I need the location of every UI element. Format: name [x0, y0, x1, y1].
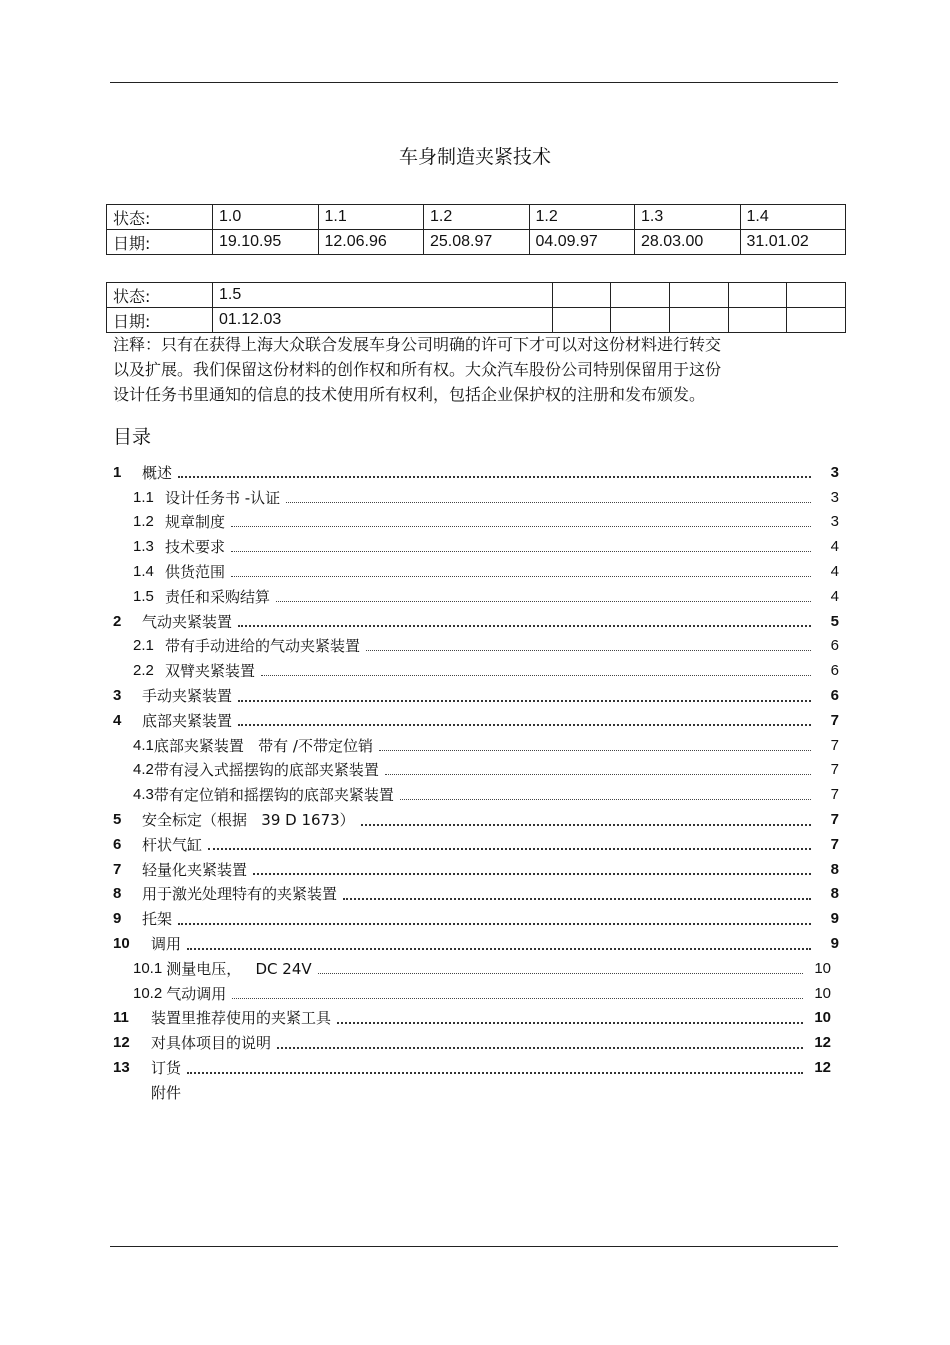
toc-entry-label: 安全标定（根据 39 D 1673） [142, 811, 355, 830]
toc-leader-dots [337, 1012, 803, 1024]
toc-entry-page: 7 [830, 835, 839, 853]
toc-heading: 目录 [113, 426, 152, 448]
toc-entry-label: 双臂夹紧装置 [165, 662, 256, 681]
toc-attachment: 附件 [151, 1084, 182, 1102]
toc-entry[interactable] [113, 981, 843, 1006]
row-label: 状态: [107, 283, 213, 308]
toc-entry-number: 12 [113, 1034, 130, 1052]
toc-entry-label: 装置里推荐使用的夹紧工具 [151, 1009, 332, 1028]
toc-leader-dots [253, 863, 811, 875]
toc-leader-dots [208, 838, 811, 850]
toc-entry[interactable] [113, 658, 843, 683]
table-cell [728, 283, 787, 308]
table-cell: 19.10.95 [213, 230, 319, 255]
toc-entry[interactable] [113, 708, 843, 733]
toc-entry-page: 7 [830, 711, 839, 729]
toc-entry-label: 气动夹紧装置 [142, 612, 233, 631]
toc-leader-dots [286, 492, 811, 503]
table-cell: 1.3 [635, 205, 741, 230]
table-cell [670, 308, 729, 333]
toc-entry-number: 1.3 [133, 538, 154, 556]
toc-entry-page: 10 [814, 984, 831, 1002]
toc-entry[interactable] [113, 782, 843, 807]
revision-table-2 [106, 282, 846, 333]
toc-entry-page: 8 [830, 860, 839, 878]
toc-entry-number: 1.5 [133, 587, 154, 605]
toc-entry-page: 8 [830, 885, 839, 903]
toc-entry-label: 技术要求 [165, 538, 226, 557]
toc-leader-dots [385, 764, 811, 775]
note-line: 以及扩展。我们保留这份材料的创作权和所有权。大众汽车股份公司特别保留用于这份 [113, 360, 722, 379]
table-cell: 1.5 [213, 283, 553, 308]
toc-leader-dots [261, 665, 811, 676]
table-row [107, 308, 846, 333]
toc-entry-number: 4.1 [133, 736, 154, 754]
toc-entry-label: 底部夹紧装置 [142, 711, 233, 730]
toc-entry-page: 10 [814, 959, 831, 977]
table-cell: 1.1 [318, 205, 424, 230]
toc-entry-page: 3 [830, 488, 839, 506]
table-cell: 1.2 [424, 205, 530, 230]
toc-entry-number: 2 [113, 612, 122, 630]
revision-table-1 [106, 204, 846, 255]
toc-entry-label: 概述 [142, 463, 173, 482]
toc-leader-dots [238, 714, 811, 726]
toc-entry-number: 1.1 [133, 488, 154, 506]
toc-entry-page: 12 [814, 1059, 831, 1077]
toc-entry-label: 托架 [142, 910, 173, 929]
toc-entry-label: 带有定位销和摇摆钩的底部夹紧装置 [153, 786, 394, 805]
toc-leader-dots [343, 888, 811, 900]
toc-entry[interactable] [113, 1055, 843, 1080]
toc-entry-label: 气动调用 [166, 984, 227, 1003]
toc-entry[interactable] [113, 832, 843, 857]
toc-entry-number: 13 [113, 1059, 130, 1077]
toc-entry[interactable] [113, 733, 843, 758]
toc-entry-page: 10 [814, 1009, 831, 1027]
toc-entry[interactable] [113, 931, 843, 956]
toc-leader-dots [318, 963, 803, 974]
toc-entry-number: 10 [113, 935, 130, 953]
toc-entry-label: 杆状气缸 [142, 835, 203, 854]
toc-entry-page: 7 [830, 811, 839, 829]
toc-leader-dots [276, 591, 811, 602]
table-row [107, 205, 846, 230]
table-cell: 1.0 [213, 205, 319, 230]
toc-entry-number: 4.2 [133, 761, 154, 779]
toc-leader-dots [178, 466, 811, 478]
toc-entry[interactable] [113, 882, 843, 907]
toc-entry-page: 7 [830, 786, 839, 804]
table-cell [611, 308, 670, 333]
toc-entry-label: 设计任务书 -认证 [165, 488, 281, 507]
toc-entry-label: 对具体项目的说明 [151, 1034, 272, 1053]
row-label: 日期: [107, 308, 213, 333]
toc-entry-label: 底部夹紧装置 带有 /不带定位销 [153, 736, 373, 755]
toc-entry[interactable] [113, 683, 843, 708]
toc-entry-page: 3 [830, 463, 839, 481]
toc-entry-label: 轻量化夹紧装置 [142, 860, 248, 879]
toc-entry[interactable] [113, 906, 843, 931]
table-cell [728, 308, 787, 333]
toc-leader-dots [231, 541, 811, 552]
table-row [107, 283, 846, 308]
toc-entry[interactable] [113, 460, 843, 485]
toc-entry[interactable] [113, 1006, 843, 1031]
toc-entry-number: 2.1 [133, 637, 154, 655]
toc-entry[interactable] [113, 634, 843, 659]
toc-entry-number: 6 [113, 835, 122, 853]
table-cell: 04.09.97 [529, 230, 635, 255]
toc-entry-number: 3 [113, 687, 122, 705]
toc-entry[interactable] [113, 609, 843, 634]
note-line: 设计任务书里通知的信息的技术使用所有权利，包括企业保护权的注册和发布颁发。 [113, 385, 706, 404]
toc-entry-number: 2.2 [133, 662, 154, 680]
copyright-note [113, 332, 813, 407]
toc-entry-page: 7 [830, 761, 839, 779]
toc-leader-dots [238, 615, 811, 627]
table-of-contents [113, 460, 843, 1080]
toc-entry-number: 10.1 [133, 959, 163, 977]
toc-entry-number: 4 [113, 711, 122, 729]
toc-leader-dots [277, 1037, 803, 1049]
toc-entry-number: 4.3 [133, 786, 154, 804]
toc-entry-page: 5 [830, 612, 839, 630]
toc-entry-label: 测量电压， DC 24V [166, 959, 312, 978]
row-label: 状态: [107, 205, 213, 230]
document-title: 车身制造夹紧技术 [398, 146, 551, 168]
toc-entry-page: 4 [830, 563, 839, 581]
toc-leader-dots [187, 938, 811, 950]
toc-entry-label: 带有手动进给的气动夹紧装置 [165, 637, 361, 656]
toc-leader-dots [231, 566, 811, 577]
toc-entry-page: 6 [830, 662, 839, 680]
toc-entry[interactable] [113, 584, 843, 609]
table-cell [787, 308, 846, 333]
toc-entry-number: 1.4 [133, 563, 154, 581]
toc-leader-dots [231, 516, 811, 527]
table-cell: 1.4 [740, 205, 846, 230]
toc-entry-label: 调用 [151, 935, 182, 954]
table-cell: 12.06.96 [318, 230, 424, 255]
toc-leader-dots [232, 988, 803, 999]
toc-entry-page: 7 [830, 736, 839, 754]
toc-entry[interactable] [113, 758, 843, 783]
table-cell: 31.01.02 [740, 230, 846, 255]
toc-entry-page: 6 [830, 687, 839, 705]
table-cell: 1.2 [529, 205, 635, 230]
toc-entry-label: 订货 [151, 1059, 182, 1078]
toc-entry[interactable] [113, 534, 843, 559]
toc-entry-label: 带有浸入式摇摆钩的底部夹紧装置 [153, 761, 379, 780]
toc-entry-page: 3 [830, 513, 839, 531]
toc-entry-number: 10.2 [133, 984, 163, 1002]
toc-leader-dots [400, 789, 811, 800]
toc-entry-label: 规章制度 [165, 513, 226, 532]
table-cell: 01.12.03 [213, 308, 553, 333]
toc-entry-page: 12 [814, 1034, 831, 1052]
toc-entry[interactable] [113, 510, 843, 535]
table-cell [787, 283, 846, 308]
footer-rule [110, 1246, 838, 1247]
toc-entry[interactable] [113, 857, 843, 882]
toc-entry-number: 5 [113, 811, 122, 829]
table-cell: 28.03.00 [635, 230, 741, 255]
table-cell [552, 308, 611, 333]
toc-entry-label: 用于激光处理特有的夹紧装置 [142, 885, 338, 904]
toc-entry-label: 责任和采购结算 [165, 587, 271, 606]
toc-entry[interactable] [113, 807, 843, 832]
table-cell [670, 283, 729, 308]
toc-entry-number: 11 [113, 1009, 129, 1027]
toc-leader-dots [178, 913, 811, 925]
toc-leader-dots [187, 1062, 803, 1074]
table-cell: 25.08.97 [424, 230, 530, 255]
toc-entry[interactable] [113, 1030, 843, 1055]
toc-entry-page: 6 [830, 637, 839, 655]
table-cell [552, 283, 611, 308]
table-row [107, 230, 846, 255]
toc-leader-dots [366, 640, 811, 651]
toc-entry-label: 供货范围 [165, 563, 226, 582]
toc-leader-dots [361, 814, 811, 826]
header-rule [110, 82, 838, 83]
toc-leader-dots [379, 740, 811, 751]
toc-entry[interactable] [113, 559, 843, 584]
toc-entry-page: 9 [830, 935, 839, 953]
toc-leader-dots [238, 690, 811, 702]
toc-entry-number: 8 [113, 885, 122, 903]
toc-entry-number: 1 [113, 463, 122, 481]
toc-entry-label: 手动夹紧装置 [142, 687, 233, 706]
toc-entry-number: 1.2 [133, 513, 154, 531]
table-cell [611, 283, 670, 308]
toc-entry[interactable] [113, 956, 843, 981]
note-line: 注释：只有在获得上海大众联合发展车身公司明确的许可下才可以对这份材料进行转交 [113, 335, 722, 354]
toc-entry-page: 4 [830, 587, 839, 605]
toc-entry[interactable] [113, 485, 843, 510]
toc-entry-number: 7 [113, 860, 122, 878]
row-label: 日期: [107, 230, 213, 255]
toc-entry-number: 9 [113, 910, 122, 928]
toc-entry-page: 9 [830, 910, 839, 928]
toc-entry-page: 4 [830, 538, 839, 556]
